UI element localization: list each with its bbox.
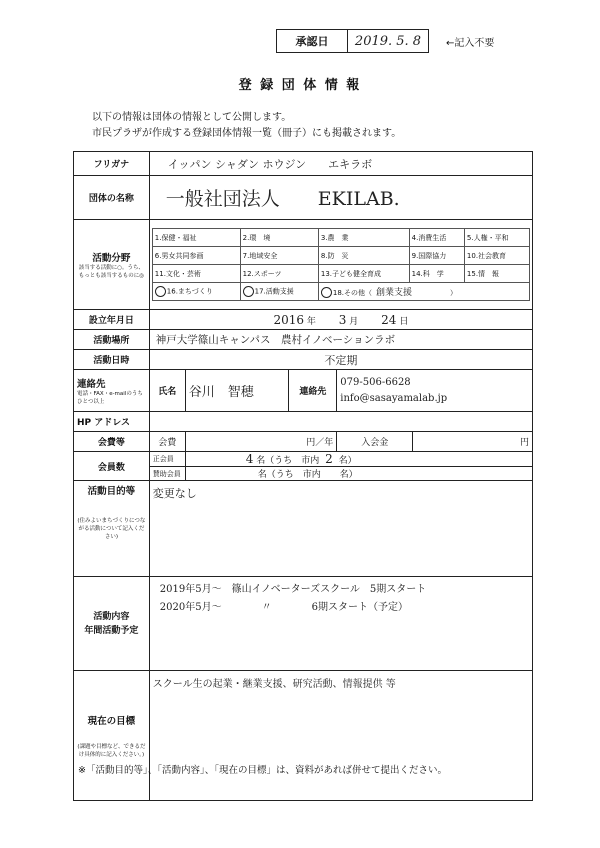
field-item-4[interactable]: 4.消費生活 <box>409 229 464 247</box>
content-input[interactable] <box>149 577 532 671</box>
field-item-17[interactable]: 17.活動支援 <box>240 283 318 301</box>
hp-input[interactable] <box>149 412 532 432</box>
field-item-15[interactable]: 15.情 報 <box>464 265 529 283</box>
activity-field-note: 該当する活動に○。うち、もっとも該当するものに◎ <box>78 264 145 279</box>
org-name-input[interactable]: 一般社団法人 EKILAB. <box>149 176 532 220</box>
purpose-input[interactable]: 変更なし <box>149 481 532 577</box>
field-item-7[interactable]: 7.地域安全 <box>240 247 318 265</box>
goal-note: (課題や目標など、できるだけ具体的に記入ください。) <box>77 743 146 758</box>
field-item-3[interactable]: 3.農 業 <box>318 229 409 247</box>
field-other-value[interactable]: 創業支援 <box>376 287 413 298</box>
row-goal <box>74 671 533 801</box>
field-item-2[interactable]: 2.環 境 <box>240 229 318 247</box>
contact-name-input[interactable]: 谷川 智穂 <box>185 370 289 412</box>
selected-circle-icon <box>243 286 254 297</box>
org-name-label: 団体の名称 <box>74 176 150 220</box>
footer-note: ※「活動目的等」、「活動内容」、「現在の目標」は、資料があれば併せて提出ください。 <box>78 765 447 776</box>
content-line-2: 2020年5月〜 〃 6期スタート（予定） <box>159 602 408 613</box>
row-members-regular <box>74 452 533 467</box>
contact-label: 連絡先 <box>77 378 106 390</box>
fee-label: 会費等 <box>74 432 150 452</box>
contact-name-label: 氏名 <box>149 370 185 412</box>
hp-label: HP アドレス <box>74 412 150 432</box>
field-item-5[interactable]: 5.人権・平和 <box>464 229 529 247</box>
approval-date[interactable]: 2019. 5. 8 <box>348 30 429 53</box>
intro-line-2: 市民プラザが作成する登録団体情報一覧（冊子）にも掲載されます。 <box>92 128 402 139</box>
field-item-6[interactable]: 6.男女共同参画 <box>152 247 240 265</box>
activity-field-cell <box>149 220 532 310</box>
field-item-12[interactable]: 12.スポーツ <box>240 265 318 283</box>
selected-circle-icon <box>321 287 332 298</box>
members-supporting-label: 賛助会員 <box>149 467 185 481</box>
established-cell: 2016 年 3 月 24 日 <box>149 310 532 330</box>
field-item-18[interactable]: 18.その他（ 創業支援 ） <box>318 283 529 301</box>
field-item-16[interactable]: 16.まちづくり <box>152 283 240 301</box>
row-hp <box>74 412 533 432</box>
days-label: 活動日時 <box>74 350 150 370</box>
goal-input[interactable]: スクール生の起業・継業支援、研究活動、情報提供 等 <box>149 671 532 801</box>
members-regular-city[interactable]: 2 <box>325 452 333 466</box>
fee-entry-label: 入会金 <box>337 432 413 452</box>
contact-note: 電話・FAX・e-mailのうちひとつ以上 <box>77 390 143 405</box>
established-day[interactable]: 24 <box>381 312 397 327</box>
purpose-label-cell <box>74 481 150 577</box>
goal-label: 現在の目標 <box>87 715 136 727</box>
row-fee <box>74 432 533 452</box>
row-place <box>74 330 533 350</box>
row-org-name <box>74 176 533 220</box>
contact-label-cell <box>74 370 150 412</box>
members-regular-count[interactable]: 4 <box>245 452 254 466</box>
field-item-13[interactable]: 13.子ども健全育成 <box>318 265 409 283</box>
field-item-1[interactable]: 1.保健・福祉 <box>152 229 240 247</box>
field-item-11[interactable]: 11.文化・芸術 <box>152 265 240 283</box>
purpose-note: (住みよいまちづくりにつながる活動について記入ください) <box>77 518 146 540</box>
field-item-10[interactable]: 10.社会教育 <box>464 247 529 265</box>
row-established <box>74 310 533 330</box>
fee-entry-input[interactable]: 円 <box>413 432 533 452</box>
row-activity-field <box>74 220 533 310</box>
contact-contact-label: 連絡先 <box>289 370 337 412</box>
contact-values <box>337 370 533 412</box>
furigana-label: フリガナ <box>74 152 150 176</box>
content-line-1: 2019年5月〜 篠山イノベーターズスクール 5期スタート <box>159 584 427 595</box>
members-supporting-cell[interactable]: 名（うち 市内 名） <box>185 467 532 481</box>
contact-phone[interactable]: 079-506-6628 <box>340 376 411 388</box>
fee-input[interactable]: 円／年 <box>185 432 337 452</box>
approval-label: 承認日 <box>277 30 348 53</box>
row-furigana <box>74 152 533 176</box>
page-title: 登 録 団 体 情 報 <box>238 78 362 93</box>
furigana-input[interactable]: イッパン シャダン ホウジン エキラボ <box>149 152 532 176</box>
intro-line-1: 以下の情報は団体の情報として公開します。 <box>92 112 292 123</box>
members-regular-cell: 4 名（うち 市内 2 名） <box>185 452 532 467</box>
established-year[interactable]: 2016 <box>273 312 304 327</box>
place-input[interactable]: 神戸大学篠山キャンパス 農村イノベーションラボ <box>149 330 532 350</box>
goal-label-cell <box>74 671 150 801</box>
field-item-9[interactable]: 9.国際協力 <box>409 247 464 265</box>
approval-note: ←記入不要 <box>446 38 495 49</box>
intro-text <box>92 110 401 142</box>
contact-email[interactable]: info@sasayamalab.jp <box>340 392 448 404</box>
content-label: 活動内容 年間活動予定 <box>74 577 150 671</box>
fee-fee-label: 会費 <box>149 432 185 452</box>
days-input[interactable]: 不定期 <box>149 350 532 370</box>
selected-circle-icon <box>155 286 166 297</box>
registration-form <box>73 151 533 801</box>
activity-field-label: 活動分野 <box>92 252 131 264</box>
field-item-8[interactable]: 8.防 災 <box>318 247 409 265</box>
row-contact <box>74 370 533 412</box>
members-label: 会員数 <box>74 452 150 481</box>
activity-field-label-cell <box>74 220 150 310</box>
field-item-14[interactable]: 14.科 学 <box>409 265 464 283</box>
members-regular-label: 正会員 <box>149 452 185 467</box>
established-month[interactable]: 3 <box>338 312 347 327</box>
place-label: 活動場所 <box>74 330 150 350</box>
purpose-label: 活動目的等 <box>87 486 136 497</box>
row-content <box>74 577 533 671</box>
approval-box <box>276 29 429 53</box>
row-days <box>74 350 533 370</box>
established-label: 設立年月日 <box>74 310 150 330</box>
row-purpose <box>74 481 533 577</box>
